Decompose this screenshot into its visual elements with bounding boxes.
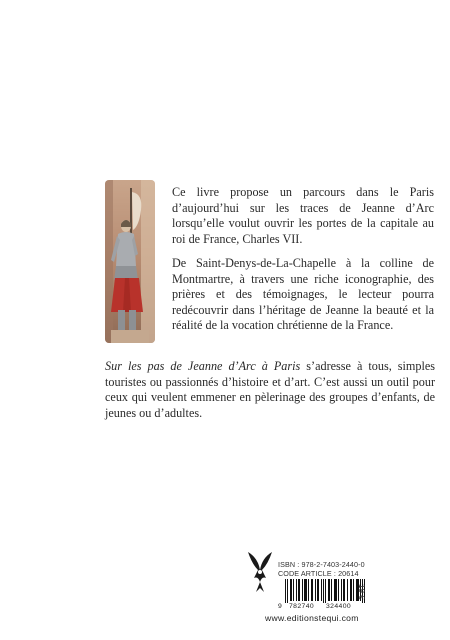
description-paragraph-3: [105, 359, 435, 421]
description-paragraph-2: De Saint-Denys-de-La-Chapelle à la colline de Montmartre, à travers une riche iconographie, des prières et des témoignages, le lecteur pourra redécouvrir dans l’héritage de Jeanne la beauté et la réalité de la vocation chrétienne de la France.: [172, 256, 434, 333]
barcode-digit-group-3: 324400: [326, 603, 352, 610]
price-label: 19 €: [357, 584, 366, 600]
description-paragraph-1: Ce livre propose un parcours dans le Paris d’aujourd’hui sur les traces de Jeanne d’Arc lorsqu’elle voulut ouvrir les portes de la capitale au roi de France, Charles VII.: [172, 185, 434, 246]
publisher-website: www.editionstequi.com: [265, 613, 359, 623]
barcode-digit-1: 9: [278, 603, 283, 610]
publisher-logo-icon: [244, 548, 276, 594]
isbn-label: ISBN : 978-2-7403-2440-0: [278, 560, 365, 569]
code-article-label: CODE ARTICLE : 20614: [278, 569, 359, 578]
joan-of-arc-statue-photo: [105, 180, 155, 343]
barcode: [285, 579, 365, 603]
paragraph-3-body: s’adresse à tous, simples touristes ou passionnés d’histoire et d’art. C’est aussi un outil pour ceux qui veulent emmener en pèlerinage des groupes d’enfants, de jeunes ou d’adultes.: [105, 359, 435, 420]
book-title-italic: Sur les pas de Jeanne d’Arc à Paris: [105, 359, 301, 373]
barcode-digit-group-2: 782740: [289, 603, 315, 610]
